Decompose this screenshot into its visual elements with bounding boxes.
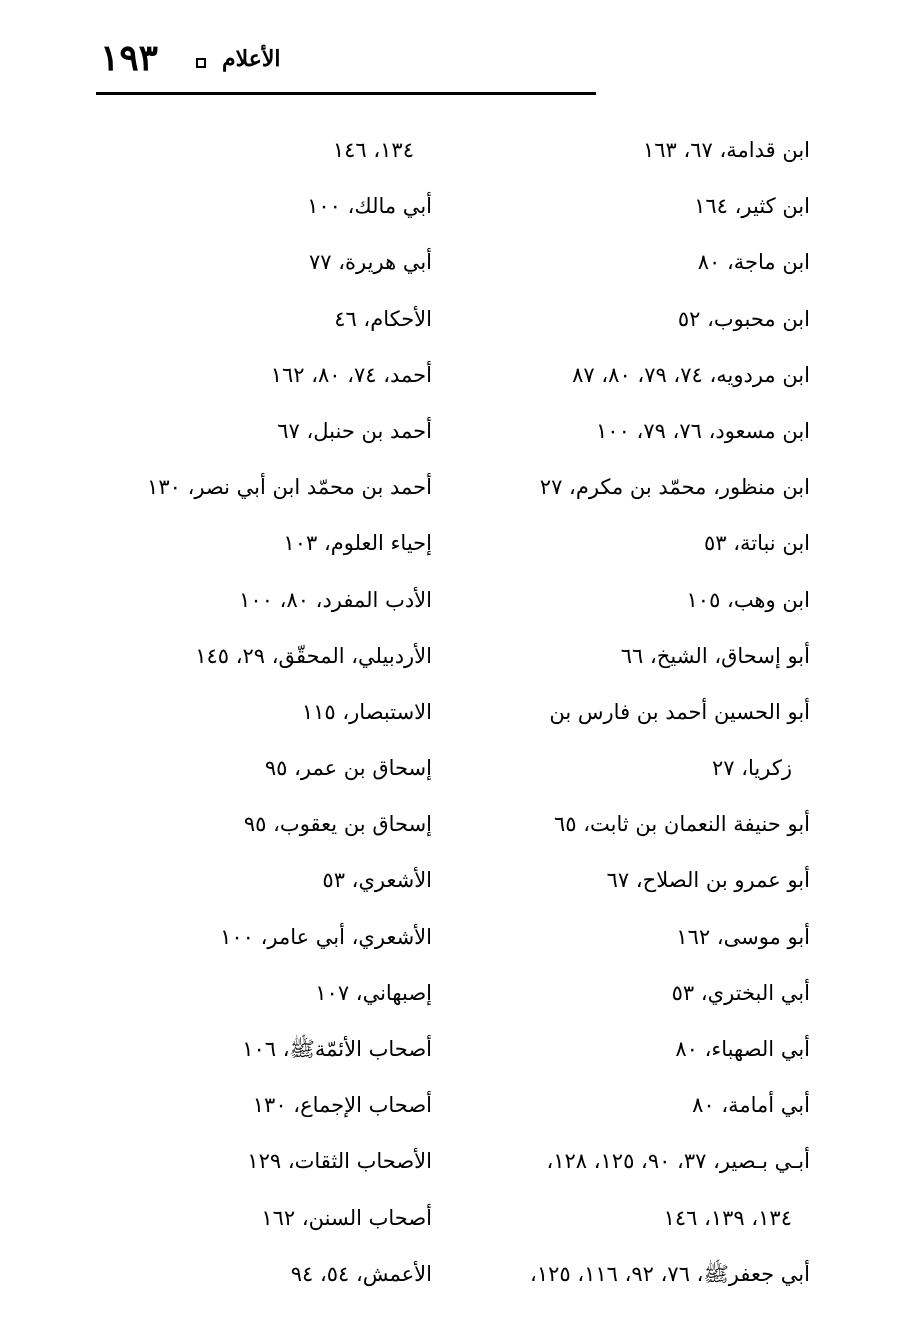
index-entry: أبي مالك، ١٠٠ — [307, 194, 432, 219]
index-entry: إصبهاني، ١٠٧ — [315, 980, 432, 1005]
index-entry: الأردبيلي، المحقّق، ٢٩، ١٤٥ — [195, 643, 432, 668]
index-entry-continuation: ١٣٤، ١٤٦ — [332, 138, 414, 162]
index-entry: أبي الصهباء، ٨٠ — [675, 1037, 810, 1061]
index-entry: أبو إسحاق، الشيخ، ٦٦ — [620, 643, 810, 668]
index-entry: ابن مسعود، ٧٦، ٧٩، ١٠٠ — [596, 418, 810, 443]
header-rule — [96, 92, 596, 95]
index-entry: أصحاب الأئمّةﷺ، ١٠٦ — [242, 1037, 432, 1061]
index-entry: ابن مردويه، ٧٤، ٧٩، ٨٠، ٨٧ — [572, 362, 810, 387]
index-entry: أبي البختري، ٥٣ — [671, 980, 810, 1005]
running-title: الأعلام — [222, 46, 281, 72]
index-entry: إسحاق بن يعقوب، ٩٥ — [243, 812, 432, 837]
index-column-left — [96, 122, 432, 1302]
index-entry: أحمد بن محمّد ابن أبي نصر، ١٣٠ — [147, 475, 432, 500]
index-entry: أبو الحسين أحمد بن فارس بن — [549, 699, 810, 724]
index-entry: الأدب المفرد، ٨٠، ١٠٠ — [239, 587, 432, 612]
index-entry: أصحاب الإجماع، ١٣٠ — [252, 1093, 432, 1118]
index-entry: أبي هريرة، ٧٧ — [309, 250, 432, 275]
index-entry-continuation: زكريا، ٢٧ — [712, 756, 792, 781]
index-entry: الأحكام، ٤٦ — [334, 306, 432, 331]
index-entry: ابن محبوب، ٥٢ — [677, 306, 810, 331]
index-entry: إسحاق بن عمر، ٩٥ — [264, 756, 432, 781]
index-entry: أبي أمامة، ٨٠ — [692, 1093, 810, 1118]
index-entry: ابن قدامة، ٦٧، ١٦٣ — [642, 138, 810, 162]
index-entry: أبي جعفرﷺ، ٧٦، ٩٢، ١١٦، ١٢٥، — [530, 1261, 810, 1286]
index-entry: ابن وهب، ١٠٥ — [686, 587, 810, 612]
index-entry: ابن منظور، محمّد بن مكرم، ٢٧ — [539, 475, 810, 500]
index-entry: أصحاب السنن، ١٦٢ — [261, 1205, 432, 1230]
index-entry-continuation: ١٣٤، ١٣٩، ١٤٦ — [663, 1205, 792, 1230]
index-entry: أبو حنيفة النعمان بن ثابت، ٦٥ — [554, 812, 810, 837]
index-entry: الأصحاب الثقات، ١٢٩ — [247, 1149, 432, 1174]
header-square-ornament — [196, 58, 206, 68]
index-entry: أبو موسى، ١٦٢ — [676, 924, 810, 949]
index-entry: أبو عمرو بن الصلاح، ٦٧ — [606, 868, 810, 893]
page-number: ١٩٣ — [100, 37, 159, 79]
index-entry: ابن ماجة، ٨٠ — [697, 250, 810, 275]
page-header — [96, 30, 596, 92]
index-entry: أبـي بـصير، ٣٧، ٩٠، ١٢٥، ١٢٨، — [546, 1149, 810, 1174]
index-entry: إحياء العلوم، ١٠٣ — [283, 531, 432, 556]
index-entry: الأشعري، أبي عامر، ١٠٠ — [220, 924, 432, 949]
index-entry: ابن كثير، ١٦٤ — [694, 194, 810, 219]
index-entry: ابن نباتة، ٥٣ — [703, 531, 810, 556]
index-entry: أحمد بن حنبل، ٦٧ — [277, 418, 432, 443]
index-entry: الأعمش، ٥٤، ٩٤ — [290, 1261, 432, 1286]
index-entry: أحمد، ٧٤، ٨٠، ١٦٢ — [270, 362, 432, 387]
index-column-right — [458, 122, 810, 1302]
index-entry: الاستبصار، ١١٥ — [301, 699, 432, 724]
index-entry: الأشعري، ٥٣ — [322, 868, 432, 893]
